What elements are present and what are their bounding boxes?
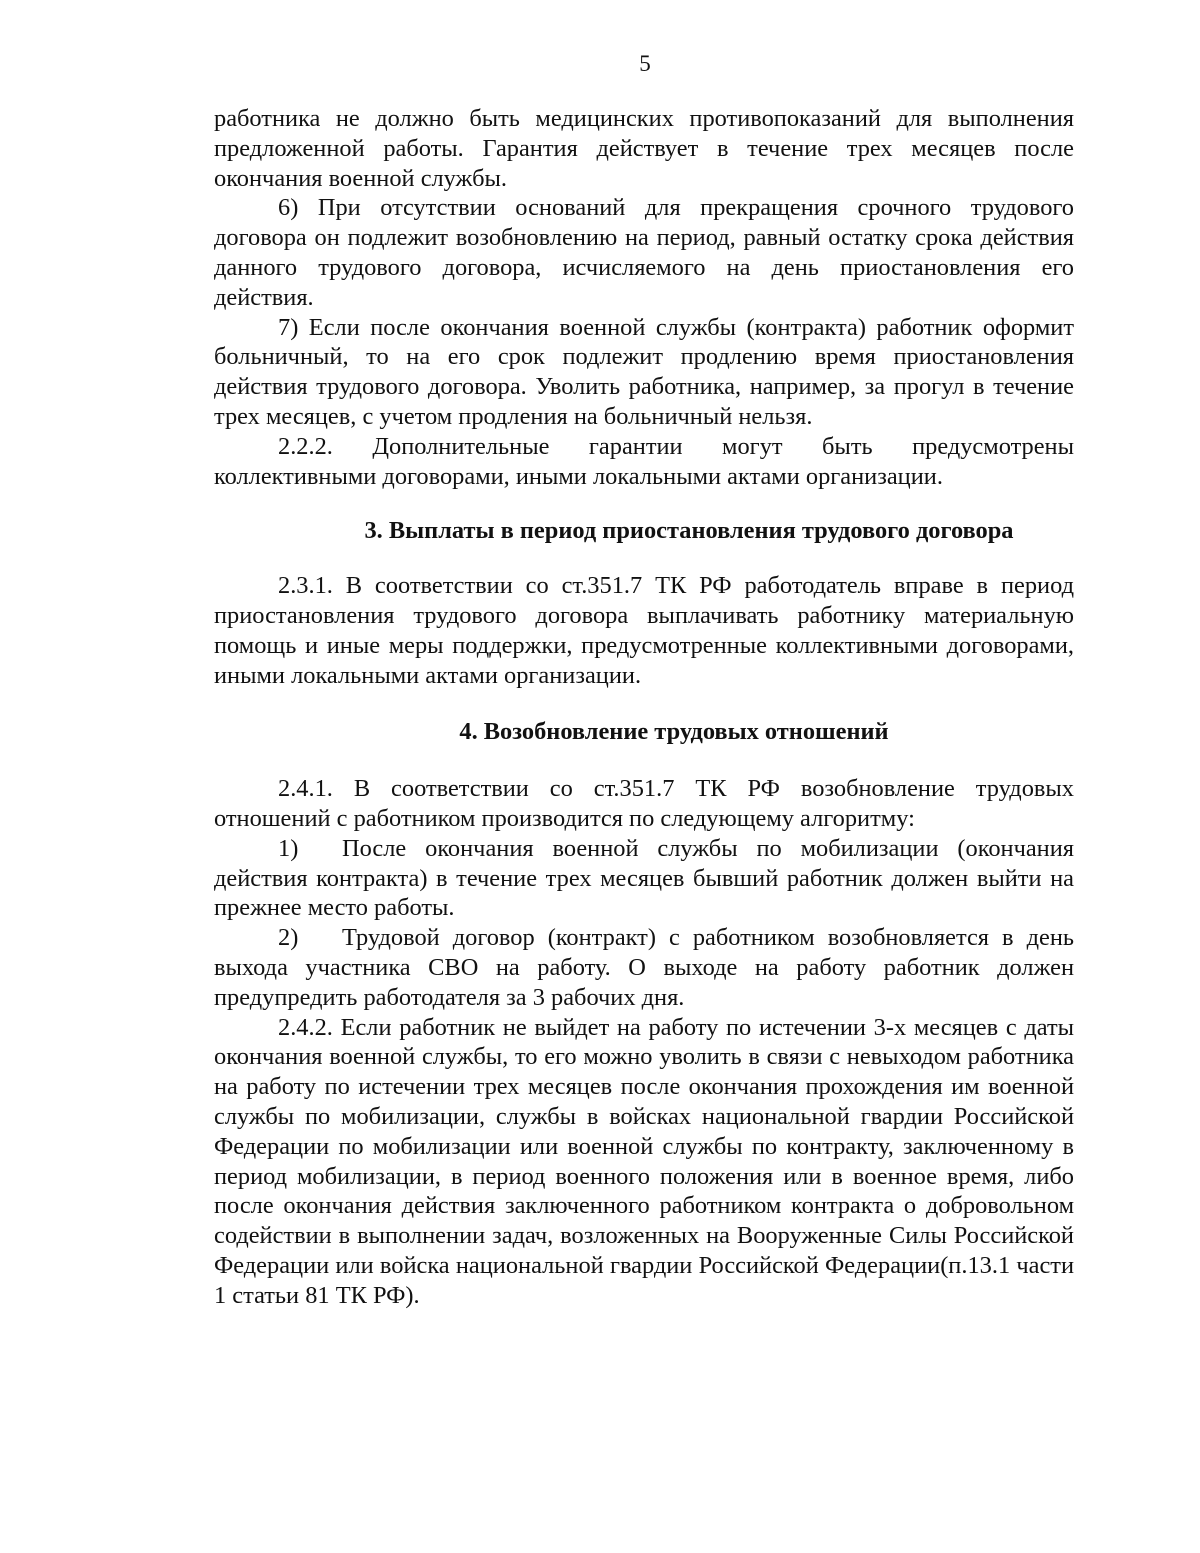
list-item-number: 2) xyxy=(278,924,299,952)
paragraph-continuation: работника не должно быть медицинских противопоказаний для выполнения предложенной работы. Гарантия действует в течение трех месяцев после окончания военной службы. xyxy=(214,105,1074,192)
paragraph-2-2-2: 2.2.2. Дополнительные гарантии могут быть предусмотрены коллективными договорами, иными локальными актами организации. xyxy=(214,432,1074,490)
list-item-text: Трудовой договор (контракт) с работником возобновляется в день выхода участника СВО на работу. О выходе на работу работник должен предупредить работодателя за 3 рабочих дня. xyxy=(214,924,1074,1011)
paragraph-item-7: 7) Если после окончания военной службы (контракта) работник оформит больничный, то на его срок подлежит продлению время приостановления действия трудового договора. Уволить работника, например, за прогул в течение трех месяцев, с учетом продления на больничный нельзя. xyxy=(214,313,1074,430)
list-item-text: После окончания военной службы по мобилизации (окончания действия контракта) в течение трех месяцев бывший работник должен выйти на прежнее место работы. xyxy=(214,834,1074,922)
page-number: 5 xyxy=(639,51,651,76)
list-item-number: 1) xyxy=(278,834,299,862)
paragraph-item-6: 6) При отсутствии оснований для прекращения срочного трудового договора он подлежит возобновлению на период, равный остатку срока действия данного трудового договора, исчисляемого на день приостановления его действия. xyxy=(214,194,1074,311)
paragraph-2-4-1: 2.4.1. В соответствии со ст.351.7 ТК РФ возобновление трудовых отношений с работником производится по следующему алгоритму: xyxy=(214,775,1074,832)
list-item-2 xyxy=(214,923,1074,1012)
document-body xyxy=(214,104,1074,1310)
list-item-1 xyxy=(214,834,1074,923)
paragraph-2-3-1: 2.3.1. В соответствии со ст.351.7 ТК РФ работодатель вправе в период приостановления трудового договора выплачивать работнику материальную помощь и иные меры поддержки, предусмотренные коллективными договорами, иными локальными актами организации. xyxy=(214,572,1074,689)
paragraph-2-4-2: 2.4.2. Если работник не выйдет на работу по истечении 3-х месяцев с даты окончания военной службы, то его можно уволить в связи с невыходом работника на работу по истечении трех месяцев после окончания прохождения им военной службы по мобилизации, службы в войсках национальной гвардии Российской Федерации по мобилизации или военной службы по контракту, заключенному в период мобилизации, в период военного положения или в военное время, либо после окончания действия заключенного работником контракта о добровольном содействии в выполнении задач, возложенных на Вооруженные Силы Российской Федерации или войска национальной гвардии Российской Федерации(п.13.1 части 1 статьи 81 ТК РФ). xyxy=(214,1013,1074,1309)
section-4-heading: 4. Возобновление трудовых отношений xyxy=(459,718,889,746)
section-3-heading: 3. Выплаты в период приостановления трудового договора xyxy=(364,517,1014,545)
